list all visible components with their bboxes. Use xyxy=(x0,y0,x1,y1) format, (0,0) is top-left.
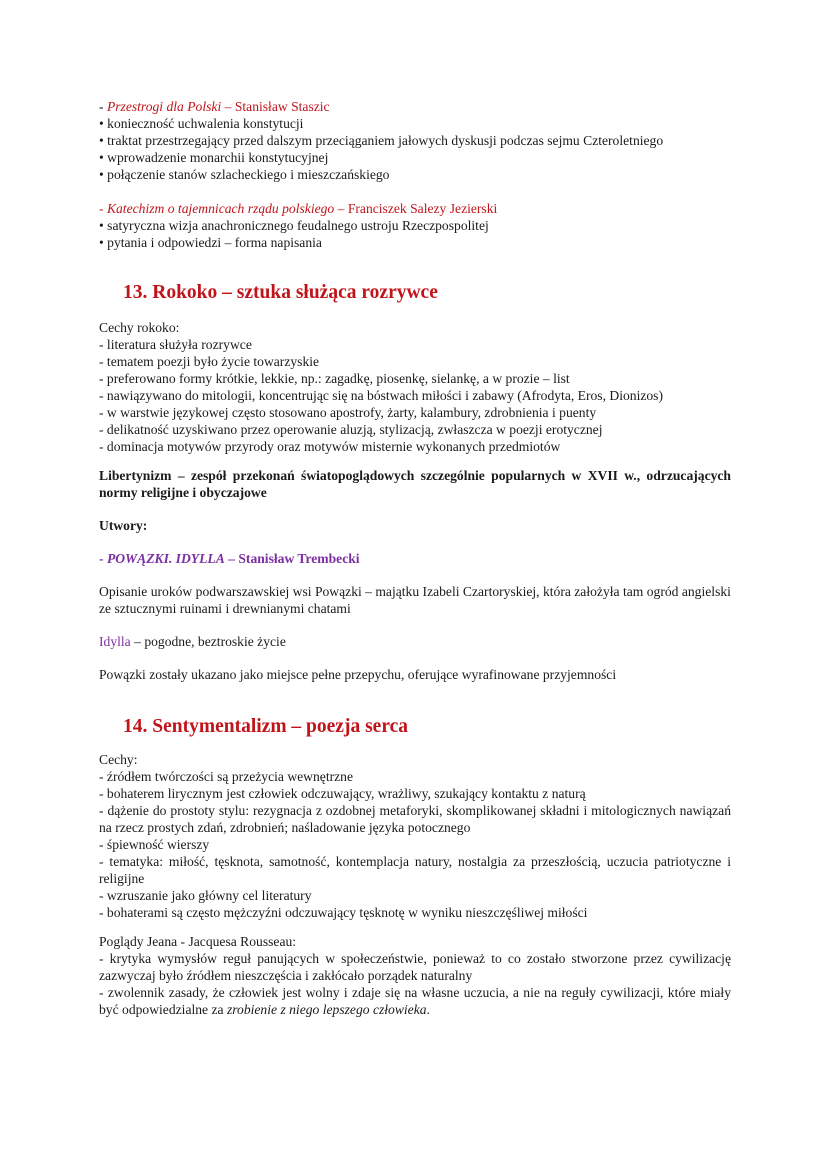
section-heading-14: 14. Sentymentalizm – poezja serca xyxy=(123,716,409,737)
bullet-item: • satyryczna wizja anachronicznego feudalnego ustroju Rzeczpospolitej xyxy=(99,218,489,233)
feature-item: - tematyka: miłość, tęsknota, samotność, kontemplacja natury, nostalgia za przeszłością, uczucia patriotyczne i religijne xyxy=(99,854,731,886)
work-author: – Franciszek Salezy Jezierski xyxy=(334,201,498,216)
work-title: Przestrogi dla Polski xyxy=(106,99,222,114)
rousseau-item-end: . xyxy=(426,1002,430,1017)
bullet-item: • połączenie stanów szlacheckiego i mieszczańskiego xyxy=(99,167,390,182)
sentymentalizm-features xyxy=(99,751,731,921)
closing-paragraph: Powązki zostały ukazano jako miejsce pełne przepychu, oferujące wyrafinowane przyjemności xyxy=(99,667,617,682)
rousseau-views xyxy=(99,933,731,1018)
rousseau-item xyxy=(99,984,731,1018)
work-title: POWĄZKI. IDYLLA xyxy=(106,551,225,566)
idylla-definition xyxy=(99,633,731,650)
feature-item: - dominacja motywów przyrody oraz motywów misternie wykonanych przedmiotów xyxy=(99,439,561,454)
features-intro: Cechy: xyxy=(99,752,138,767)
feature-item: - tematem poezji było życie towarzyskie xyxy=(99,354,320,369)
dash: - xyxy=(99,551,107,566)
feature-item: - delikatność uzyskiwano przez operowanie aluzją, stylizacją, zwłaszcza w poezji erotycznej xyxy=(99,422,603,437)
feature-item: - źródłem twórczości są przeżycia wewnętrzne xyxy=(99,769,353,784)
work-title: Katechizm o tajemnicach rządu polskiego xyxy=(106,201,335,216)
dash: - xyxy=(99,99,107,114)
rousseau-intro: Poglądy Jeana - Jacquesa Rousseau: xyxy=(99,934,297,949)
work-author: – Stanisław Staszic xyxy=(221,99,330,114)
section-heading-13: 13. Rokoko – sztuka służąca rozrywce xyxy=(123,282,438,303)
work-author: – Stanisław Trembecki xyxy=(224,551,360,566)
feature-item: - wzruszanie jako główny cel literatury xyxy=(99,888,312,903)
rousseau-item: - krytyka wymysłów reguł panujących w społeczeństwie, ponieważ to co zostało stworzone przez cywilizację zazwyczaj było źródłem nieszczęścia i zakłócało porządek naturalny xyxy=(99,951,731,983)
feature-item: - śpiewność wierszy xyxy=(99,837,210,852)
features-intro: Cechy rokoko: xyxy=(99,320,180,335)
bullet-item: • wprowadzenie monarchii konstytucyjnej xyxy=(99,150,329,165)
feature-item: - bohaterami są często mężczyźni odczuwający tęsknotę w wyniku nieszczęśliwej miłości xyxy=(99,905,588,920)
libertynizm-definition: Libertynizm – zespół przekonań światopoglądowych szczególnie popularnych w XVII w., odrzucających normy religijne i obyczajowe xyxy=(99,468,731,500)
document-page xyxy=(99,98,731,1018)
work-title-line xyxy=(99,200,731,217)
work-title-line xyxy=(99,98,731,115)
feature-item: - w warstwie językowej często stosowano apostrofy, żarty, kalambury, zdrobnienia i puenty xyxy=(99,405,597,420)
work-title-line xyxy=(99,550,731,567)
work-entry-przestrogi xyxy=(99,98,731,183)
dash: - xyxy=(99,201,107,216)
feature-item: - bohaterem lirycznym jest człowiek odczuwający, wrażliwy, szukający kontaktu z naturą xyxy=(99,786,586,801)
bullet-item: • pytania i odpowiedzi – forma napisania xyxy=(99,235,322,250)
bullet-item: • konieczność uchwalenia konstytucji xyxy=(99,116,304,131)
feature-item: - literatura służyła rozrywce xyxy=(99,337,252,352)
feature-item: - preferowano formy krótkie, lekkie, np.: zagadkę, piosenkę, sielankę, a w prozie – list xyxy=(99,371,570,386)
rousseau-item-text: - zwolennik zasady, że człowiek jest wolny i zdaje się na własne uczucia, a nie na reguły cywilizacji, które miały być odpowiedzialne za xyxy=(99,985,731,1017)
rokoko-features xyxy=(99,319,731,455)
bullet-item: • traktat przestrzegający przed dalszym przeciąganiem jałowych dyskusji podczas sejmu Czteroletniego xyxy=(99,133,664,148)
rousseau-item-italic: zrobienie z niego lepszego człowieka xyxy=(226,1002,427,1017)
term: Idylla xyxy=(99,634,131,649)
definition: – pogodne, beztroskie życie xyxy=(130,634,286,649)
feature-item: - nawiązywano do mitologii, koncentrując się na bóstwach miłości i zabawy (Afrodyta, Eros, Dionizos) xyxy=(99,388,663,403)
work-description: Opisanie uroków podwarszawskiej wsi Powązki – majątku Izabeli Czartoryskiej, która założyła tam ogród angielski ze sztucznymi ruinami i drewnianymi chatami xyxy=(99,584,731,616)
works-label: Utwory: xyxy=(99,518,148,533)
feature-item: - dążenie do prostoty stylu: rezygnacja z ozdobnej metaforyki, skomplikowanej składni i mitologicznych nawiązań na rzecz prostych zdań, zdrobnień; naśladowanie języka potocznego xyxy=(99,803,731,835)
work-entry-katechizm xyxy=(99,200,731,251)
